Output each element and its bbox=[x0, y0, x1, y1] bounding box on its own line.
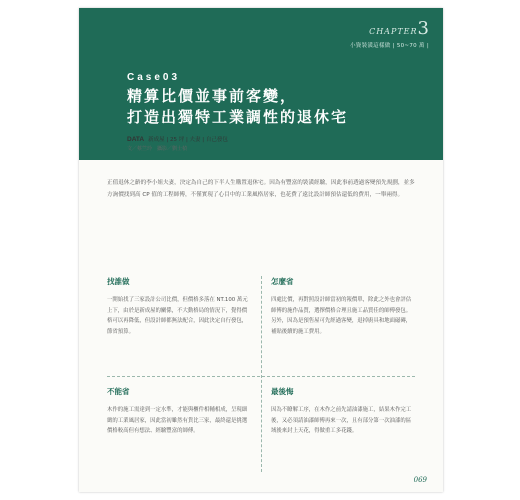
horizontal-divider bbox=[107, 376, 415, 377]
section-body: 一開始找了三家設計公司比價，但價格多落在 NT.100 萬元上下，由於是新成屋的關係，不大動格局的情況下，覺得價格可以再降低，但設計師都無法配合，因此決定自行發包，節省預算。 bbox=[107, 297, 248, 335]
chapter-subtitle: 小資裝潢這樣做 | 50~70 萬 | bbox=[349, 43, 429, 49]
data-text: 新成屋 | 25 坪 | 夫妻 | 自己發包 bbox=[148, 137, 228, 143]
intro-paragraph: 正值退休之齡的李小姐夫妻，決定為自己的下半人生購置退休宅。因為有豐富的裝潢經驗，因此事前透過客變預先規劃，並多方詢價找到高 CP 值的工程師傅，不僅實現了心目中的工業風格居家，也花費了遠比設計師預估還低的費用，一舉兩得。 bbox=[107, 180, 415, 198]
credit-line: 文／蔡竺玲 攝影／劉士楨 bbox=[127, 146, 188, 152]
title-line-1: 精算比價並事前客變， bbox=[127, 87, 298, 105]
section-who bbox=[107, 276, 249, 337]
title-line-2: 打造出獨特工業調性的退休宅 bbox=[127, 108, 349, 126]
magazine-page bbox=[79, 8, 443, 492]
data-label: DATA bbox=[127, 136, 145, 143]
section-body: 因為不瞭解工序，在木作之前先請油漆施工，結果木作完工後，又必須請油漆師傅再來一次，且有部分第一次油漆的區域後來封上天花，得做重工多花錢。 bbox=[271, 407, 412, 435]
section-regret bbox=[271, 386, 413, 437]
chapter-word: CHAPTER bbox=[369, 27, 418, 36]
section-save bbox=[271, 276, 413, 337]
section-heading: 不能省 bbox=[107, 387, 130, 396]
case-label: Case03 bbox=[127, 72, 181, 83]
chapter-number: 3 bbox=[417, 18, 429, 39]
tips-grid bbox=[107, 276, 415, 472]
section-heading: 找誰做 bbox=[107, 277, 130, 286]
section-body: 四處比價，再對照設計師當初的報價單，除此之外也會評估師傅的施作品質，選擇價格合理且施工品質佳的師傅發包。另外，因為是預售屋可先經過客變，退掉廚具和地面磁磚，補貼後續的施工費用。 bbox=[271, 297, 412, 335]
section-body: 木作的施工需達到一定水準，才能與櫃件相輔相成，呈現細緻的工業風居家，因此當初雖然有貨比三家，最終還是挑選價格較高但有想法、經驗豐富的師傅。 bbox=[107, 407, 248, 435]
section-heading: 最後悔 bbox=[271, 387, 294, 396]
article-title bbox=[127, 86, 348, 128]
chapter-marker bbox=[350, 19, 429, 49]
page-number: 069 bbox=[413, 476, 427, 484]
section-heading: 怎麼省 bbox=[271, 277, 294, 286]
data-line bbox=[127, 135, 228, 143]
vertical-divider bbox=[261, 276, 262, 472]
section-no-save bbox=[107, 386, 249, 437]
